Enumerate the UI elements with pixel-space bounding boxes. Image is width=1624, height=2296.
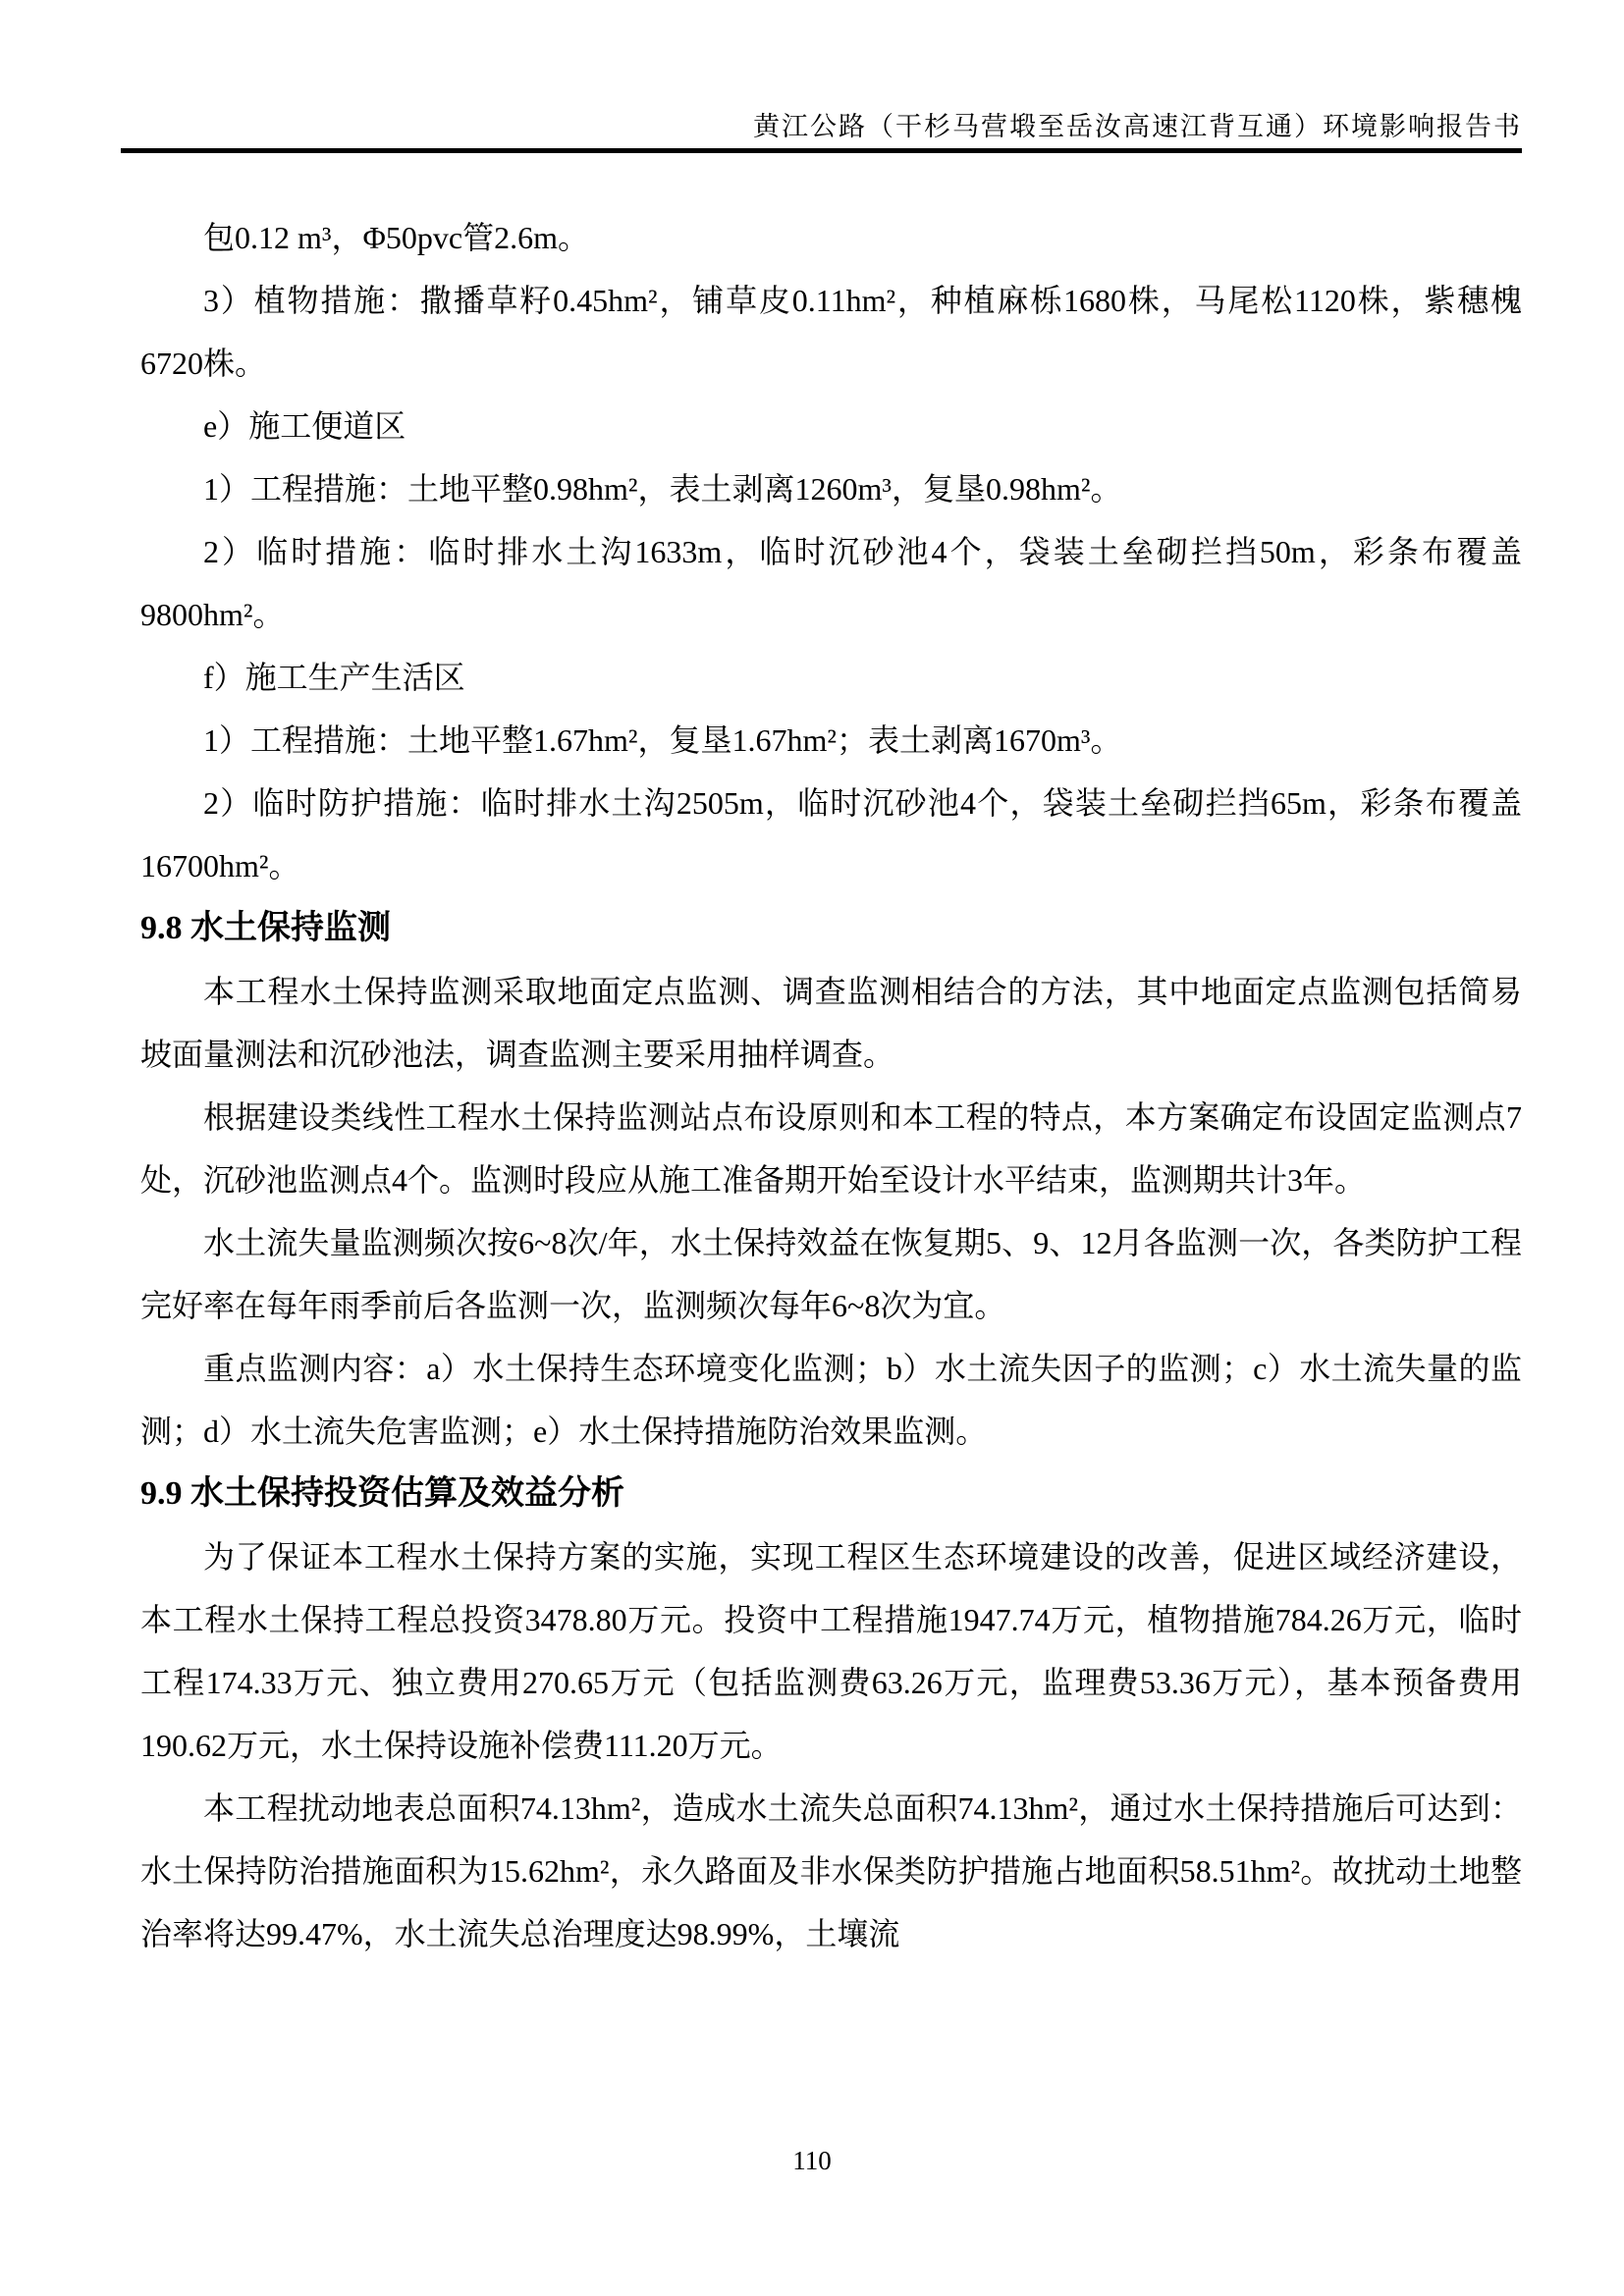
document-body — [140, 206, 1522, 1965]
section-heading-9-8: 9.8 水土保持监测 — [140, 910, 391, 946]
paragraph-engineering-measures-road: 1）工程措施：土地平整0.98hm²，表土剥离1260m³，复垦0.98hm²。 — [203, 471, 1122, 507]
paragraph-temporary-protection-measures: 2）临时防护措施：临时排水土沟2505m，临时沉砂池4个，袋装土垒砌拦挡65m，彩条布覆盖16700hm²。 — [140, 785, 1522, 883]
running-header-title: 黄江公路（干杉马营塅至岳汝高速江背互通）环境影响报告书 — [753, 112, 1522, 141]
paragraph-item-e-construction-road-area: e）施工便道区 — [203, 408, 406, 444]
paragraph-monitoring-method: 本工程水土保持监测采取地面定点监测、调查监测相结合的方法，其中地面定点监测包括简易坡面量测法和沉砂池法，调查监测主要采用抽样调查。 — [140, 974, 1522, 1072]
paragraph-item-f-construction-living-area: f）施工生产生活区 — [203, 660, 465, 695]
paragraph-investment-estimate: 为了保证本工程水土保持方案的实施，实现工程区生态环境建设的改善，促进区域经济建设，本工程水土保持工程总投资3478.80万元。投资中工程措施1947.74万元，植物措施784.26万元，临时工程174.33万元、独立费用270.65万元（包括监测费63.26万元，监理费53.36万元），基本预备费用190.62万元，水土保持设施补偿费111.20万元。 — [140, 1539, 1522, 1763]
paragraph-benefit-analysis: 本工程扰动地表总面积74.13hm²，造成水土流失总面积74.13hm²，通过水土保持措施后可达到：水土保持防治措施面积为15.62hm²，永久路面及非水保类防护措施占地面积58.51hm²。故扰动土地整治率将达99.47%，水土流失总治理度达98.99%，土壤流 — [140, 1790, 1522, 1951]
paragraph-continuation: 包0.12 m³，Φ50pvc管2.6m。 — [203, 220, 589, 255]
paragraph-temporary-measures-road: 2）临时措施：临时排水土沟1633m，临时沉砂池4个，袋装土垒砌拦挡50m，彩条布覆盖9800hm²。 — [140, 534, 1522, 632]
page-number: 110 — [792, 2146, 832, 2175]
paragraph-monitoring-frequency: 水土流失量监测频次按6~8次/年，水土保持效益在恢复期5、9、12月各监测一次，各类防护工程完好率在每年雨季前后各监测一次，监测频次每年6~8次为宜。 — [140, 1225, 1522, 1323]
paragraph-engineering-measures-living-area: 1）工程措施：土地平整1.67hm²，复垦1.67hm²；表土剥离1670m³。 — [203, 722, 1122, 758]
section-heading-9-9: 9.9 水土保持投资估算及效益分析 — [140, 1475, 624, 1512]
paragraph-monitoring-content: 重点监测内容：a）水土保持生态环境变化监测；b）水土流失因子的监测；c）水土流失量的监测；d）水土流失危害监测；e）水土保持措施防治效果监测。 — [140, 1351, 1522, 1449]
header-divider-rule — [121, 148, 1522, 153]
paragraph-monitoring-stations: 根据建设类线性工程水土保持监测站点布设原则和本工程的特点，本方案确定布设固定监测点7处，沉砂池监测点4个。监测时段应从施工准备期开始至设计水平结束，监测期共计3年。 — [140, 1099, 1522, 1198]
paragraph-plant-measures: 3）植物措施：撒播草籽0.45hm²，铺草皮0.11hm²，种植麻栎1680株，马尾松1120株，紫穗槐6720株。 — [140, 283, 1522, 381]
